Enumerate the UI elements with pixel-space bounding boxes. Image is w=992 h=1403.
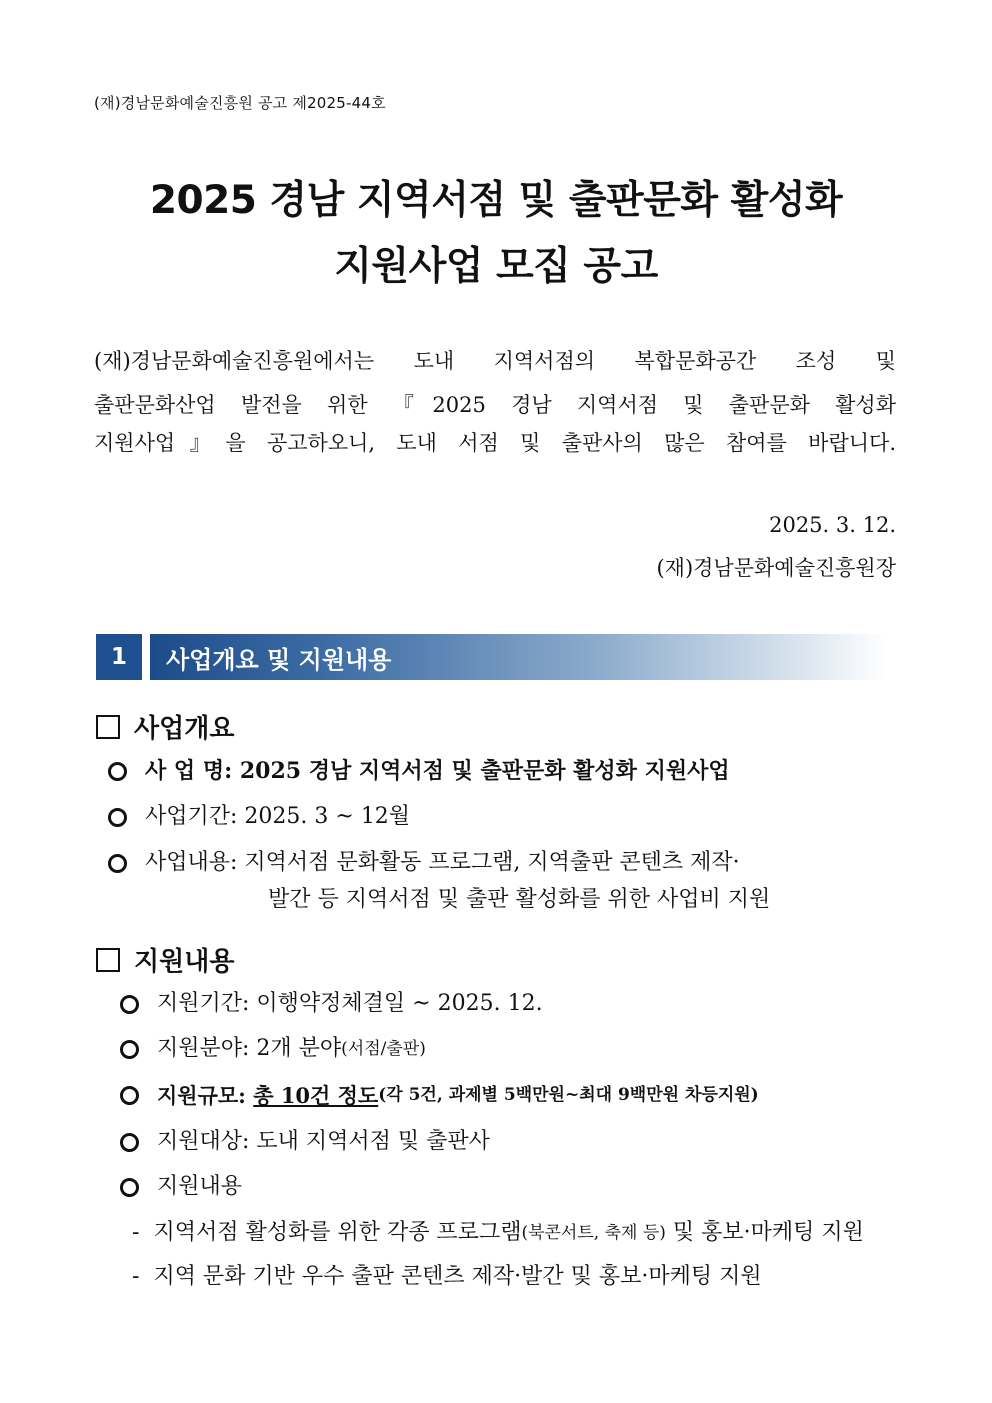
overview-heading (96, 708, 234, 745)
list-item (120, 1085, 759, 1106)
project-name-value: 2025 경남 지역서점 및 출판문화 활성화 지원사업 (239, 758, 730, 784)
support-heading (96, 941, 234, 978)
support-scale-note: (각 5건, 과제별 5백만원~최대 9백만원 차등지원) (378, 1085, 759, 1105)
support-detail1-note: (북콘서트, 축제 등) (521, 1222, 666, 1243)
overview-heading-label: 사업개요 (134, 714, 235, 744)
checkbox-square-icon (96, 715, 120, 739)
circle-bullet-icon (120, 1133, 139, 1152)
circle-bullet-icon (120, 1086, 139, 1105)
project-content-line1: 지역서점 문화활동 프로그램, 지역출판 콘텐츠 제작· (244, 850, 740, 875)
support-target-value: 도내 지역서점 및 출판사 (256, 1129, 490, 1154)
list-item (120, 1038, 426, 1060)
support-detail1-tail: 및 홍보·마케팅 지원 (672, 1220, 864, 1245)
list-item (120, 1131, 490, 1153)
project-name-label: 사 업 명: (145, 758, 233, 784)
project-period-value: 2025. 3 ~ 12월 (244, 804, 411, 829)
support-heading-label: 지원내용 (134, 947, 235, 977)
list-item (108, 852, 740, 874)
circle-bullet-icon (120, 1040, 139, 1059)
announcement-date: 2025. 3. 12. (769, 513, 896, 537)
section-title: 사업개요 및 지원내용 (166, 645, 392, 674)
project-content-line2: 발간 등 지역서점 및 출판 활성화를 위한 사업비 지원 (268, 887, 771, 912)
support-target-label: 지원대상: (157, 1129, 250, 1154)
support-content-label: 지원내용 (157, 1174, 243, 1199)
list-item (132, 1222, 864, 1244)
section-header (96, 634, 886, 680)
list-item (120, 1176, 242, 1198)
support-detail1-text: 지역서점 활성화를 위한 각종 프로그램 (153, 1220, 522, 1245)
support-period-label: 지원기간: (157, 991, 250, 1016)
list-item (108, 806, 410, 828)
support-field-note: (서점/출판) (341, 1038, 426, 1059)
section-number: 1 (96, 634, 142, 680)
dash-bullet: - (132, 1220, 140, 1245)
page-title-line1: 2025 경남 지역서점 및 출판문화 활성화 (149, 178, 843, 223)
dash-bullet: - (132, 1264, 140, 1289)
support-field-label: 지원분야: (157, 1036, 250, 1061)
list-item (120, 993, 543, 1015)
list-item (132, 1266, 762, 1288)
circle-bullet-icon (120, 995, 139, 1014)
support-detail2-text: 지역 문화 기반 우수 출판 콘텐츠 제작·발간 및 홍보·마케팅 지원 (153, 1264, 762, 1289)
circle-bullet-icon (120, 1178, 139, 1197)
support-period-value: 이행약정체결일 ~ 2025. 12. (256, 991, 543, 1016)
issuer-name: (재)경남문화예술진흥원장 (656, 556, 896, 580)
circle-bullet-icon (108, 808, 127, 827)
intro-line2: 출판문화산업 발전을 위한 『2025 경남 지역서점 및 출판문화 활성화 (94, 393, 896, 417)
section-title-banner (150, 634, 886, 680)
support-field-value: 2개 분야 (256, 1036, 342, 1061)
notice-number: (재)경남문화예술진흥원 공고 제2025-44호 (94, 94, 386, 112)
project-content-label: 사업내용: (145, 850, 238, 875)
circle-bullet-icon (108, 854, 127, 873)
intro-line3: 지원사업』을 공고하오니, 도내 서점 및 출판사의 많은 참여를 바랍니다. (94, 431, 896, 455)
support-scale-label: 지원규모: (157, 1083, 246, 1108)
support-scale-value: 총 10건 정도 (253, 1083, 379, 1108)
project-period-label: 사업기간: (145, 804, 238, 829)
list-item (108, 760, 730, 782)
checkbox-square-icon (96, 948, 120, 972)
intro-line1: (재)경남문화예술진흥원에서는 도내 지역서점의 복합문화공간 조성 및 (94, 349, 896, 373)
page-title-line2: 지원사업 모집 공고 (334, 244, 658, 289)
circle-bullet-icon (108, 762, 127, 781)
